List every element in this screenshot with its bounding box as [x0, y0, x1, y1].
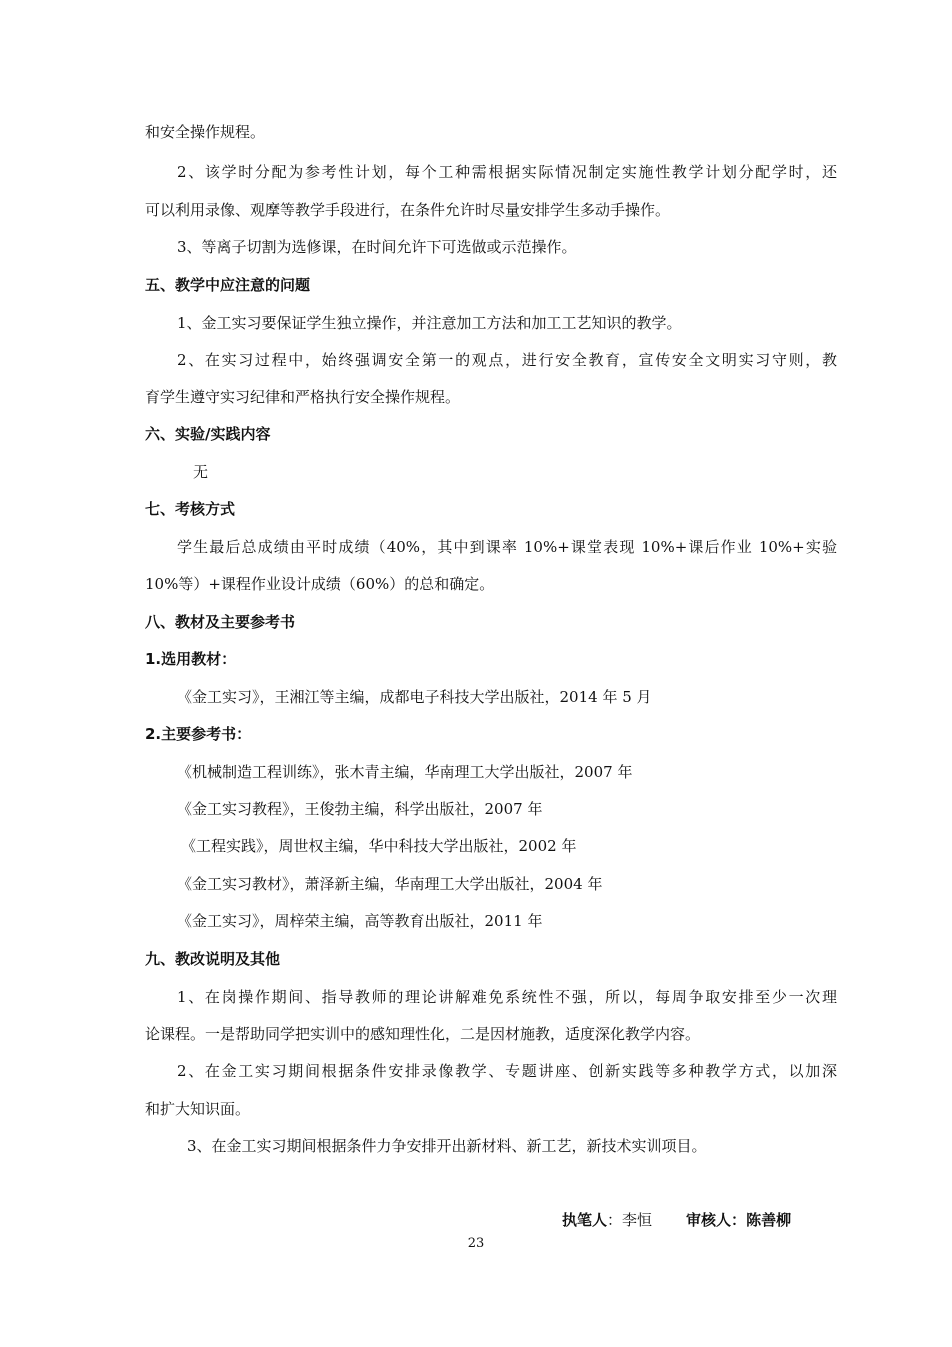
reviewer-name: 陈善柳	[746, 1211, 792, 1229]
textbook-entry: 《金工实习》，王湘江等主编，成都电子科技大学出版社，2014 年 5 月	[177, 688, 652, 706]
paragraph-4-3: 3、等离子切割为选修课，在时间允许下可选做或示范操作。	[177, 238, 577, 256]
section-heading-6: 六、实验/实践内容	[145, 425, 271, 443]
signature-line	[562, 1210, 791, 1230]
paragraph-4-2-line-1: 2、该学时分配为参考性计划，每个工种需根据实际情况制定实施性教学计划分配学时，还	[177, 163, 837, 181]
reference-item: 《金工实习教程》，王俊勃主编，科学出版社，2007 年	[177, 800, 543, 818]
reference-item: 《金工实习教材》，萧泽新主编，华南理工大学出版社，2004 年	[177, 875, 603, 893]
paragraph-continuation: 和安全操作规程。	[145, 123, 266, 141]
paragraph-5-2-line-2: 育学生遵守实习纪律和严格执行安全操作规程。	[145, 388, 461, 406]
reference-item: 《金工实习》，周梓荣主编，高等教育出版社，2011 年	[177, 912, 543, 930]
section-heading-5: 五、教学中应注意的问题	[145, 276, 311, 294]
paragraph-4-2-line-2: 可以利用录像、观摩等教学手段进行，在条件允许时尽量安排学生多动手操作。	[145, 201, 671, 219]
reviewer-label: 审核人：	[686, 1211, 747, 1229]
paragraph-7-line-2: 10%等）+课程作业设计成绩（60%）的总和确定。	[145, 575, 495, 593]
section-heading-7: 七、考核方式	[145, 500, 236, 518]
paragraph-9-2-line-2: 和扩大知识面。	[145, 1100, 251, 1118]
writer-name: 李恒	[622, 1211, 653, 1229]
paragraph-5-1: 1、金工实习要保证学生独立操作，并注意加工方法和加工工艺知识的教学。	[177, 314, 682, 332]
paragraph-9-1-line-2: 论课程。一是帮助同学把实训中的感知理性化，二是因材施教，适度深化教学内容。	[145, 1025, 701, 1043]
paragraph-9-3: 3、在金工实习期间根据条件力争安排开出新材料、新工艺，新技术实训项目。	[187, 1137, 707, 1155]
section-heading-8: 八、教材及主要参考书	[145, 613, 296, 631]
paragraph-6: 无	[193, 463, 209, 481]
reference-item: 《工程实践》，周世权主编，华中科技大学出版社，2002 年	[181, 837, 577, 855]
page-number: 23	[467, 1236, 485, 1251]
writer-label: 执笔人	[562, 1211, 608, 1229]
reference-item: 《机械制造工程训练》，张木青主编，华南理工大学出版社，2007 年	[177, 763, 633, 781]
paragraph-9-2-line-1: 2、在金工实习期间根据条件安排录像教学、专题讲座、创新实践等多种教学方式，以加深	[177, 1062, 837, 1080]
subheading-textbook: 1.选用教材：	[145, 650, 237, 668]
writer-separator: ：	[607, 1211, 623, 1229]
subheading-references: 2.主要参考书：	[145, 725, 252, 743]
paragraph-9-1-line-1: 1、在岗操作期间、指导教师的理论讲解难免系统性不强，所以，每周争取安排至少一次理	[177, 988, 837, 1006]
section-heading-9: 九、教改说明及其他	[145, 950, 281, 968]
paragraph-7-line-1: 学生最后总成绩由平时成绩（40%，其中到课率 10%+课堂表现 10%+课后作业 10%+实验	[177, 538, 837, 556]
paragraph-5-2-line-1: 2、在实习过程中，始终强调安全第一的观点，进行安全教育，宣传安全文明实习守则，教	[177, 351, 837, 369]
